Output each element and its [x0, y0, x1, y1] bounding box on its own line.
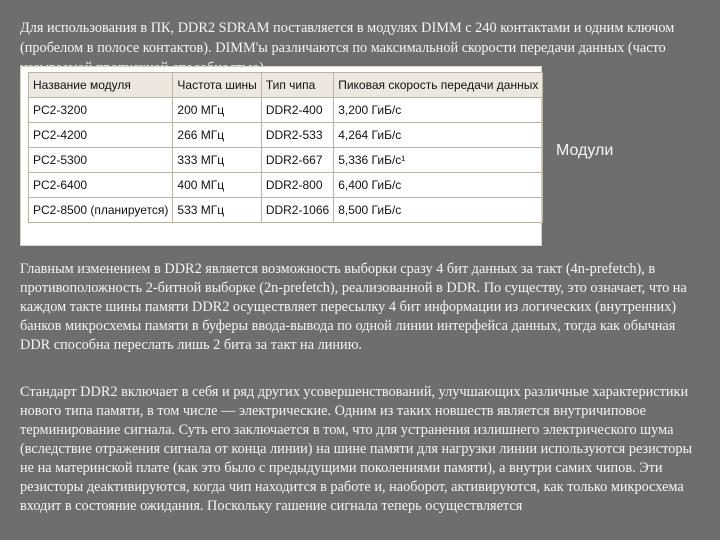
- cell-module: PC2-8500 (планируется): [29, 198, 173, 223]
- table-header-row: [29, 73, 543, 98]
- cell-rate: 5,336 ГиБ/с¹: [334, 148, 543, 173]
- table-row: [29, 123, 543, 148]
- cell-chip: DDR2-1066: [261, 198, 333, 223]
- cell-module: PC2-5300: [29, 148, 173, 173]
- header-bus-frequency: Частота шины: [173, 73, 261, 98]
- cell-rate: 8,500 ГиБ/с: [334, 198, 543, 223]
- table-row: [29, 148, 543, 173]
- intro-text: Для использования в ПК, DDR2 SDRAM поставляется в модулях DIMM с 240 контактами и одним ключом (пробелом в полосе контактов). DIMM'ы различаются по максимальной скорости передачи данных (часто: [20, 20, 675, 57]
- cell-rate: 4,264 ГиБ/с: [334, 123, 543, 148]
- table-row: [29, 98, 543, 123]
- cell-chip: DDR2-533: [261, 123, 333, 148]
- header-peak-rate: Пиковая скорость передачи данных: [334, 73, 543, 98]
- cell-module: PC2-4200: [29, 123, 173, 148]
- table-row: [29, 198, 543, 223]
- cell-frequency: 533 МГц: [173, 198, 261, 223]
- header-module-name: Название модуля: [29, 73, 173, 98]
- ddr2-modules-table: [28, 72, 543, 223]
- cell-rate: 6,400 ГиБ/с: [334, 173, 543, 198]
- cell-frequency: 266 МГц: [173, 123, 261, 148]
- cell-rate: 3,200 ГиБ/с: [334, 98, 543, 123]
- cell-module: PC2-3200: [29, 98, 173, 123]
- cell-frequency: 400 МГц: [173, 173, 261, 198]
- cell-chip: DDR2-667: [261, 148, 333, 173]
- cell-chip: DDR2-800: [261, 173, 333, 198]
- paragraph-standard: Стандарт DDR2 включает в себя и ряд других усовершенствований, улучшающих различные характеристики нового типа памяти, в том числе — электрические. Одним из таких новшеств является внутричиповое терминирование сигнала. Суть его заключается в том, что для устранения излишнего электрического шума (вследствие отражения сигнала от конца линии) на шине памяти для нагрузки линии используются резисторы не на материнской плате (как это было с предыдущими поколениями памяти), а внутри самих чипов. Эти резисторы деактивируются, когда чип находится в работе и, наоборот, активируются, как только микросхема входит в состояние ожидания. Поскольку гашение сигнала теперь осуществляется: [20, 384, 693, 514]
- table-image: [20, 66, 542, 246]
- header-chip-type: Тип чипа: [261, 73, 333, 98]
- cell-frequency: 333 МГц: [173, 148, 261, 173]
- paragraph-prefetch: Главным изменением в DDR2 является возможность выборки сразу 4 бит данных за такт (4n-prefetch), в противоположность 2-битной выборке (2n-prefetch), реализованной в DDR. По существу, это означает, что на каждом такте шины памяти DDR2 осуществляет пересылку 4 бит информации из логических (внутренних) банков микросхемы памяти в буферы ввода-вывода по одной линии интерфейса данных, тогда как обычная DDR способна переслать лишь 2 бита за такт на линию.: [20, 261, 687, 353]
- cell-frequency: 200 МГц: [173, 98, 261, 123]
- table-row: [29, 173, 543, 198]
- cell-chip: DDR2-400: [261, 98, 333, 123]
- modules-label: Модули: [556, 142, 614, 159]
- cell-module: PC2-6400: [29, 173, 173, 198]
